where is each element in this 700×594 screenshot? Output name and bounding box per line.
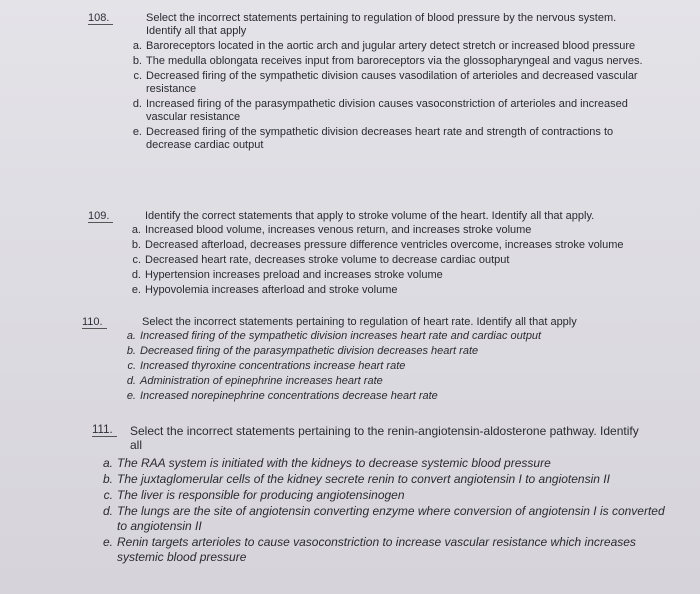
option-b <box>132 55 651 68</box>
option-e <box>131 284 675 297</box>
answer-options <box>131 224 675 299</box>
option-d <box>131 269 675 282</box>
option-text: Decreased firing of the sympathetic division decreases heart rate and strength of contractions to decrease cardiac output <box>146 126 614 151</box>
option-letter: d. <box>132 98 142 110</box>
option-letter: c. <box>132 254 141 266</box>
option-e <box>102 535 677 565</box>
option-letter: c. <box>133 70 142 82</box>
question-stem: Select the incorrect statements pertaining to the renin-angiotensin-aldosterone pathway. Identify all <box>130 424 639 452</box>
option-text: Increased norepinephrine concentrations decrease heart rate <box>140 390 438 402</box>
answer-options <box>126 330 680 405</box>
option-letter: e. <box>102 535 113 549</box>
option-letter: a. <box>102 456 113 470</box>
option-letter: b. <box>132 55 142 67</box>
option-c <box>103 488 677 503</box>
option-letter: b. <box>102 472 113 486</box>
option-letter: a. <box>126 330 136 342</box>
option-text: Hypertension increases preload and increases stroke volume <box>145 269 443 281</box>
option-letter: c. <box>103 488 113 502</box>
option-a <box>102 456 677 471</box>
option-text: Administration of epinephrine increases heart rate <box>140 375 383 387</box>
option-d <box>102 504 677 534</box>
option-letter: a. <box>132 40 142 52</box>
option-text: Decreased heart rate, decreases stroke volume to decrease cardiac output <box>145 254 510 266</box>
option-text: Increased firing of the sympathetic division increases heart rate and cardiac output <box>140 330 542 342</box>
option-letter: b. <box>126 345 136 357</box>
option-text: Increased blood volume, increases venous return, and increases stroke volume <box>145 224 532 236</box>
option-c <box>132 254 675 267</box>
question-number: 108. <box>88 12 110 24</box>
option-text: Renin targets arterioles to cause vasoconstriction to increase vascular resistance which increases systemic blood pressure <box>117 535 636 564</box>
option-e <box>132 126 651 152</box>
option-b <box>102 472 677 487</box>
option-e <box>126 390 680 403</box>
option-text: Decreased firing of the parasympathetic division decreases heart rate <box>140 345 479 357</box>
option-c <box>127 360 680 373</box>
question-stem: Select the incorrect statements pertaining to regulation of blood pressure by the nervous system. Identify all that apply <box>146 12 617 37</box>
option-text: The juxtaglomerular cells of the kidney secrete renin to convert angiotensin I to angiotensin II <box>117 472 610 486</box>
question-stem: Identify the correct statements that apply to stroke volume of the heart. Identify all that apply. <box>145 210 595 222</box>
option-letter: e. <box>131 284 141 296</box>
option-letter: a. <box>131 224 141 236</box>
option-text: The medulla oblongata receives input from baroreceptors via the glossopharyngeal and vagus nerves. <box>146 55 643 67</box>
option-text: Increased thyroxine concentrations increase heart rate <box>140 360 406 372</box>
option-letter: d. <box>126 375 136 387</box>
question-number: 111. <box>92 424 113 436</box>
option-letter: c. <box>127 360 136 372</box>
answer-options <box>102 456 677 566</box>
option-text: The lungs are the site of angiotensin converting enzyme where conversion of angiotensin I is converted to angiotensin II <box>117 504 665 533</box>
option-text: The RAA system is initiated with the kidneys to decrease systemic blood pressure <box>117 456 551 470</box>
option-text: Baroreceptors located in the aortic arch and jugular artery detect stretch or increased blood pressure <box>146 40 636 52</box>
answer-options <box>132 40 651 154</box>
option-letter: e. <box>132 126 142 138</box>
option-text: Decreased afterload, decreases pressure difference ventricles overcome, increases stroke volume <box>145 239 624 251</box>
option-a <box>126 330 680 343</box>
option-text: The liver is responsible for producing angiotensinogen <box>117 488 405 502</box>
option-b <box>131 239 675 252</box>
option-text: Decreased firing of the sympathetic division causes vasodilation of arterioles and decreased vascular resistance <box>146 70 638 95</box>
question-number: 110. <box>82 316 103 328</box>
option-letter: b. <box>131 239 141 251</box>
option-letter: e. <box>126 390 136 402</box>
option-letter: d. <box>131 269 141 281</box>
option-a <box>131 224 675 237</box>
option-letter: d. <box>102 504 113 518</box>
option-d <box>126 375 680 388</box>
option-a <box>132 40 651 53</box>
option-d <box>132 98 651 124</box>
question-number: 109. <box>88 210 110 222</box>
option-text: Hypovolemia increases afterload and stroke volume <box>145 284 398 296</box>
option-text: Increased firing of the parasympathetic division causes vasoconstriction of arterioles and increased vascular resistance <box>146 98 628 123</box>
option-b <box>126 345 680 358</box>
option-c <box>133 70 651 96</box>
question-stem: Select the incorrect statements pertaining to regulation of heart rate. Identify all that apply <box>142 316 577 328</box>
